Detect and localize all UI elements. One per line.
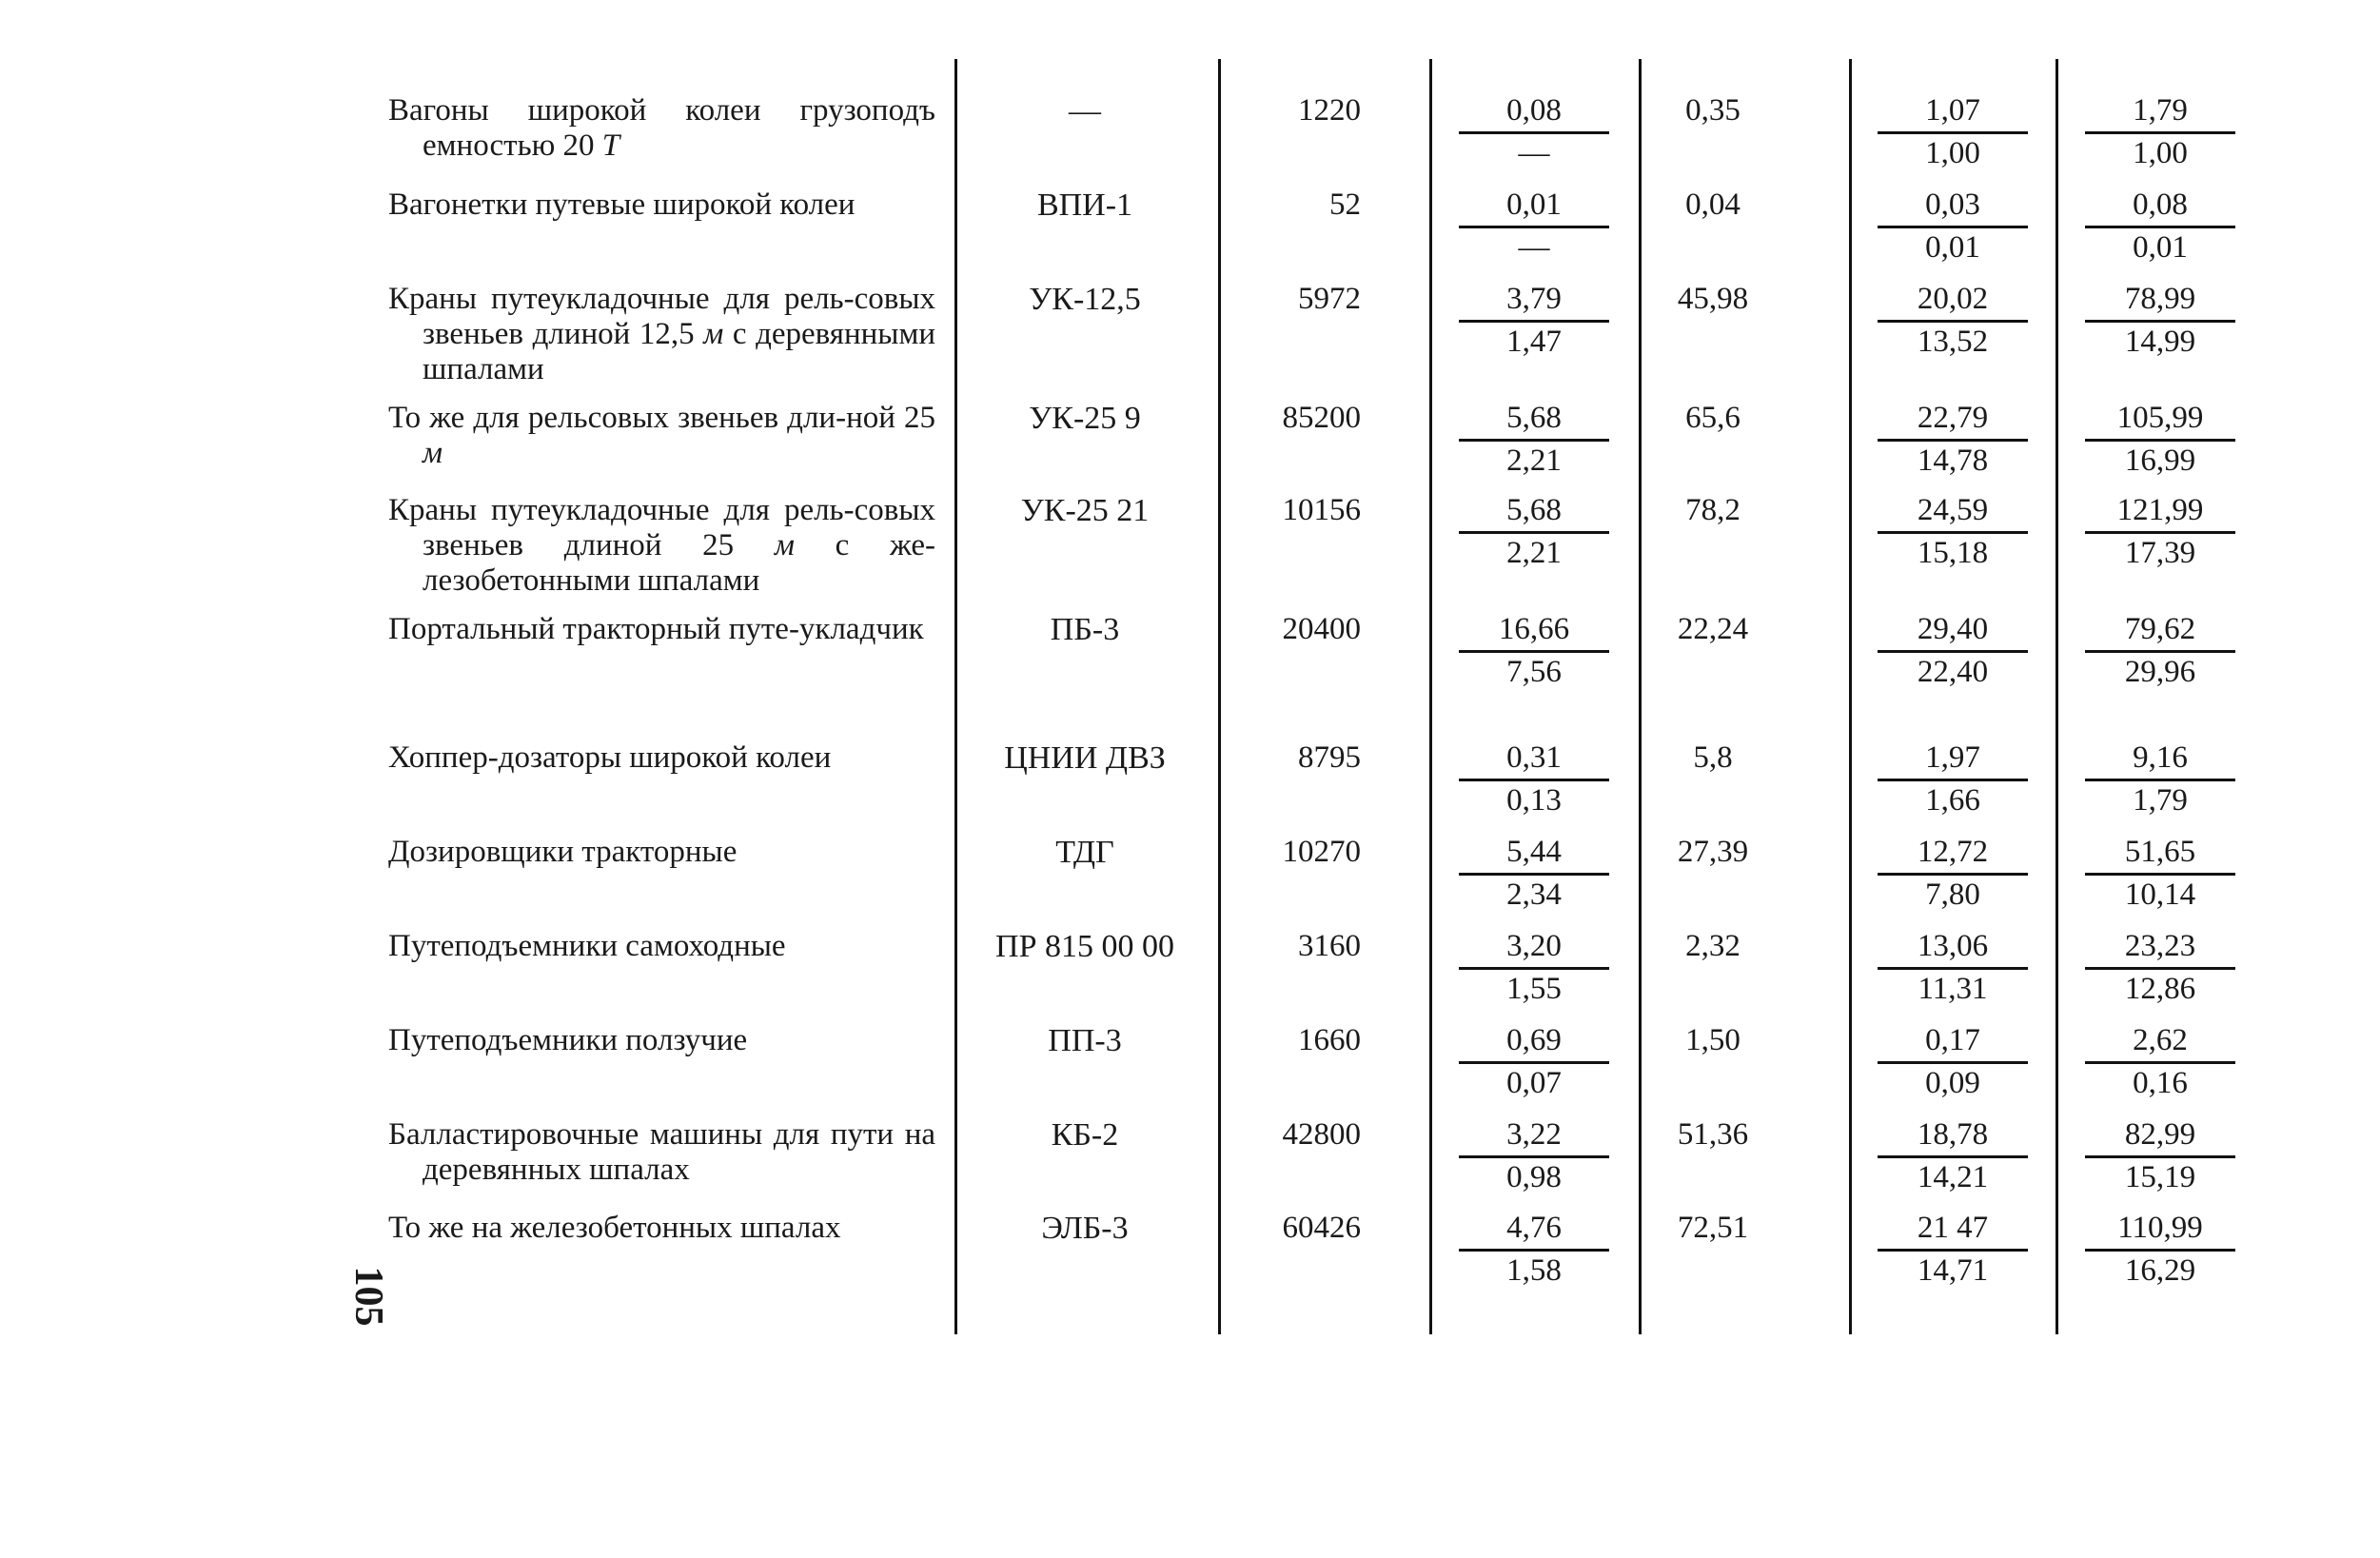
fraction-cell [2079,187,2241,268]
fraction-cell [1872,835,2034,916]
fraction-denominator: 0,01 [2133,230,2188,265]
equipment-name: Краны путеукладочные для рель-совых звеньев длиной 12,5 м с деревянными шпалами [388,282,936,386]
fraction-denominator: 15,18 [1917,536,1989,570]
fraction-denominator: 2,34 [1506,878,1562,912]
equipment-name: Краны путеукладочные для рель-совых звеньев длиной 25 м с же-лезобетонными шпалами [388,493,935,598]
fraction-denominator: 0,09 [1925,1066,1980,1100]
fraction-denominator: 0,98 [1506,1160,1562,1194]
fraction-cell [1872,493,2034,574]
equipment-model: ЭЛБ-3 [1041,1211,1129,1246]
value-cell: 65,6 [1685,401,1741,435]
equipment-name: Путеподъемники самоходные [388,929,786,963]
fraction-numerator: 9,16 [2133,740,2188,775]
value-cell: 5,8 [1693,740,1733,775]
fraction-cell [1872,1211,2034,1292]
equipment-name: То же на железобетонных шпалах [388,1211,841,1245]
value-cell: 51,36 [1677,1117,1749,1152]
fraction-numerator: 5,68 [1506,493,1562,527]
fraction-denominator: 0,13 [1506,783,1562,818]
equipment-mass: 10156 [1282,493,1361,527]
fraction-numerator: 0,31 [1506,740,1562,775]
fraction-numerator: 82,99 [2124,1117,2196,1152]
fraction-denominator: 22,40 [1917,655,1989,689]
fraction-cell [1872,740,2034,821]
equipment-name: Хоппер-дозаторы широкой колеи [388,740,832,775]
fraction-cell [1453,929,1615,1010]
column-divider [1849,59,1852,1334]
fraction-denominator: 16,29 [2124,1253,2196,1288]
equipment-name: То же для рельсовых звеньев дли-ной 25 м [388,401,935,470]
fraction-numerator: 22,79 [1917,401,1989,435]
equipment-model: КБ-2 [1051,1117,1119,1153]
fraction-denominator: 1,58 [1506,1253,1562,1288]
fraction-denominator: 16,99 [2124,444,2196,478]
equipment-name: Путеподъемники ползучие [388,1023,748,1057]
fraction-numerator: 5,44 [1506,835,1562,869]
fraction-denominator: 1,66 [1925,783,1980,818]
fraction-denominator: 1,55 [1506,972,1562,1006]
fraction-denominator: — [1518,136,1550,170]
equipment-name: Портальный тракторный путе-укладчик [388,612,924,646]
fraction-numerator: 3,20 [1506,929,1562,963]
fraction-numerator: 0,69 [1506,1023,1562,1057]
fraction-cell [1872,93,2034,174]
equipment-mass: 60426 [1282,1211,1361,1245]
fraction-cell [1872,401,2034,482]
fraction-denominator: 1,00 [1925,136,1980,170]
fraction-cell [2079,835,2241,916]
fraction-cell [1453,493,1615,574]
equipment-model: УК-25 21 [1020,493,1150,528]
fraction-numerator: 13,06 [1917,929,1989,963]
fraction-denominator: 14,78 [1917,444,1989,478]
fraction-cell [2079,1117,2241,1198]
fraction-denominator: 0,01 [1925,230,1980,265]
fraction-numerator: 79,62 [2124,612,2196,646]
equipment-mass: 1220 [1298,93,1361,128]
fraction-cell [2079,929,2241,1010]
fraction-cell [1453,835,1615,916]
equipment-mass: 5972 [1298,282,1361,316]
fraction-cell [1872,187,2034,268]
fraction-cell [2079,282,2241,363]
fraction-numerator: 23,23 [2124,929,2196,963]
fraction-denominator: 14,21 [1917,1160,1989,1194]
fraction-numerator: 24,59 [1917,493,1989,527]
equipment-mass: 1660 [1298,1023,1361,1057]
fraction-numerator: 16,66 [1498,612,1570,646]
fraction-numerator: 0,17 [1925,1023,1980,1057]
fraction-denominator: 1,00 [2133,136,2188,170]
fraction-cell [2079,1211,2241,1292]
fraction-numerator: 0,01 [1506,187,1562,222]
fraction-numerator: 20,02 [1917,282,1989,316]
fraction-numerator: 12,72 [1917,835,1989,869]
column-divider [2055,59,2058,1334]
fraction-numerator: 3,22 [1506,1117,1562,1152]
fraction-denominator: 7,80 [1925,878,1980,912]
equipment-name: Дозировщики тракторные [388,835,738,869]
fraction-cell [2079,493,2241,574]
fraction-denominator: 14,71 [1917,1253,1989,1288]
fraction-cell [1453,401,1615,482]
equipment-model: УК-25 9 [1029,401,1141,436]
equipment-mass: 3160 [1298,929,1361,963]
fraction-numerator: 3,79 [1506,282,1562,316]
fraction-numerator: 2,62 [2133,1023,2188,1057]
equipment-model: ПР 815 00 00 [995,929,1174,964]
fraction-numerator: 78,99 [2124,282,2196,316]
fraction-denominator: — [1518,230,1550,265]
fraction-cell [2079,740,2241,821]
fraction-denominator: 14,99 [2124,325,2196,359]
fraction-denominator: 2,21 [1506,444,1562,478]
fraction-cell [1872,1117,2034,1198]
fraction-numerator: 4,76 [1506,1211,1562,1245]
fraction-cell [1872,1023,2034,1104]
fraction-denominator: 0,07 [1506,1066,1562,1100]
value-cell: 78,2 [1685,493,1741,527]
fraction-numerator: 0,08 [1506,93,1562,128]
equipment-name: Балластировочные машины для пути на деревянных шпалах [388,1117,935,1187]
fraction-numerator: 110,99 [2117,1211,2203,1245]
fraction-numerator: 51,65 [2124,835,2196,869]
fraction-denominator: 1,79 [2133,783,2188,818]
equipment-mass: 8795 [1298,740,1361,775]
value-cell: 72,51 [1677,1211,1749,1245]
column-divider [1639,59,1642,1334]
fraction-cell [2079,93,2241,174]
fraction-cell [1453,1211,1615,1292]
equipment-mass: 42800 [1282,1117,1361,1152]
equipment-name: Вагонетки путевые широкой колеи [388,187,856,222]
fraction-cell [1453,612,1615,693]
fraction-numerator: 1,97 [1925,740,1980,775]
equipment-mass: 10270 [1282,835,1361,869]
fraction-numerator: 105,99 [2116,401,2204,435]
equipment-model: УК-12,5 [1029,282,1141,317]
fraction-cell [2079,612,2241,693]
equipment-model: — [1069,93,1101,128]
fraction-numerator: 121,99 [2116,493,2204,527]
fraction-cell [1872,612,2034,693]
fraction-denominator: 29,96 [2124,655,2196,689]
fraction-numerator: 21 47 [1917,1211,1989,1245]
fraction-cell [1453,740,1615,821]
fraction-denominator: 10,14 [2124,878,2196,912]
fraction-cell [1453,93,1615,174]
value-cell: 2,32 [1685,929,1741,963]
equipment-mass: 20400 [1282,612,1361,646]
fraction-cell [1453,282,1615,363]
value-cell: 1,50 [1685,1023,1741,1057]
fraction-cell [1453,1117,1615,1198]
fraction-cell [2079,1023,2241,1104]
fraction-numerator: 18,78 [1917,1117,1989,1152]
fraction-denominator: 15,19 [2124,1160,2196,1194]
fraction-denominator: 11,31 [1918,972,1988,1006]
fraction-denominator: 0,16 [2133,1066,2188,1100]
fraction-cell [1872,929,2034,1010]
fraction-cell [1453,1023,1615,1104]
fraction-numerator: 5,68 [1506,401,1562,435]
value-cell: 45,98 [1677,282,1749,316]
fraction-denominator: 7,56 [1506,655,1562,689]
value-cell: 27,39 [1677,835,1749,869]
equipment-model: ЦНИИ ДВЗ [1004,740,1166,776]
equipment-model: ПБ-3 [1050,612,1120,647]
fraction-numerator: 29,40 [1917,612,1989,646]
value-cell: 0,04 [1685,187,1741,222]
value-cell: 0,35 [1685,93,1741,128]
fraction-numerator: 0,08 [2133,187,2188,222]
fraction-denominator: 12,86 [2124,972,2196,1006]
fraction-numerator: 1,79 [2133,93,2188,128]
equipment-model: ПП-3 [1048,1023,1122,1058]
fraction-denominator: 17,39 [2124,536,2196,570]
equipment-mass: 52 [1329,187,1361,222]
fraction-denominator: 1,47 [1506,325,1562,359]
equipment-name: Вагоны широкой колеи грузоподъ емностью 20 Т [388,93,935,163]
fraction-cell [2079,401,2241,482]
column-divider [1218,59,1221,1334]
fraction-denominator: 13,52 [1917,325,1989,359]
fraction-numerator: 0,03 [1925,187,1980,222]
equipment-model: ВПИ-1 [1036,187,1133,223]
fraction-cell [1872,282,2034,363]
page-number: 105 [346,1266,390,1327]
fraction-cell [1453,187,1615,268]
equipment-mass: 85200 [1282,401,1361,435]
value-cell: 22,24 [1677,612,1749,646]
column-divider [1429,59,1432,1334]
fraction-numerator: 1,07 [1925,93,1980,128]
equipment-model: ТДГ [1055,835,1114,870]
fraction-denominator: 2,21 [1506,536,1562,570]
